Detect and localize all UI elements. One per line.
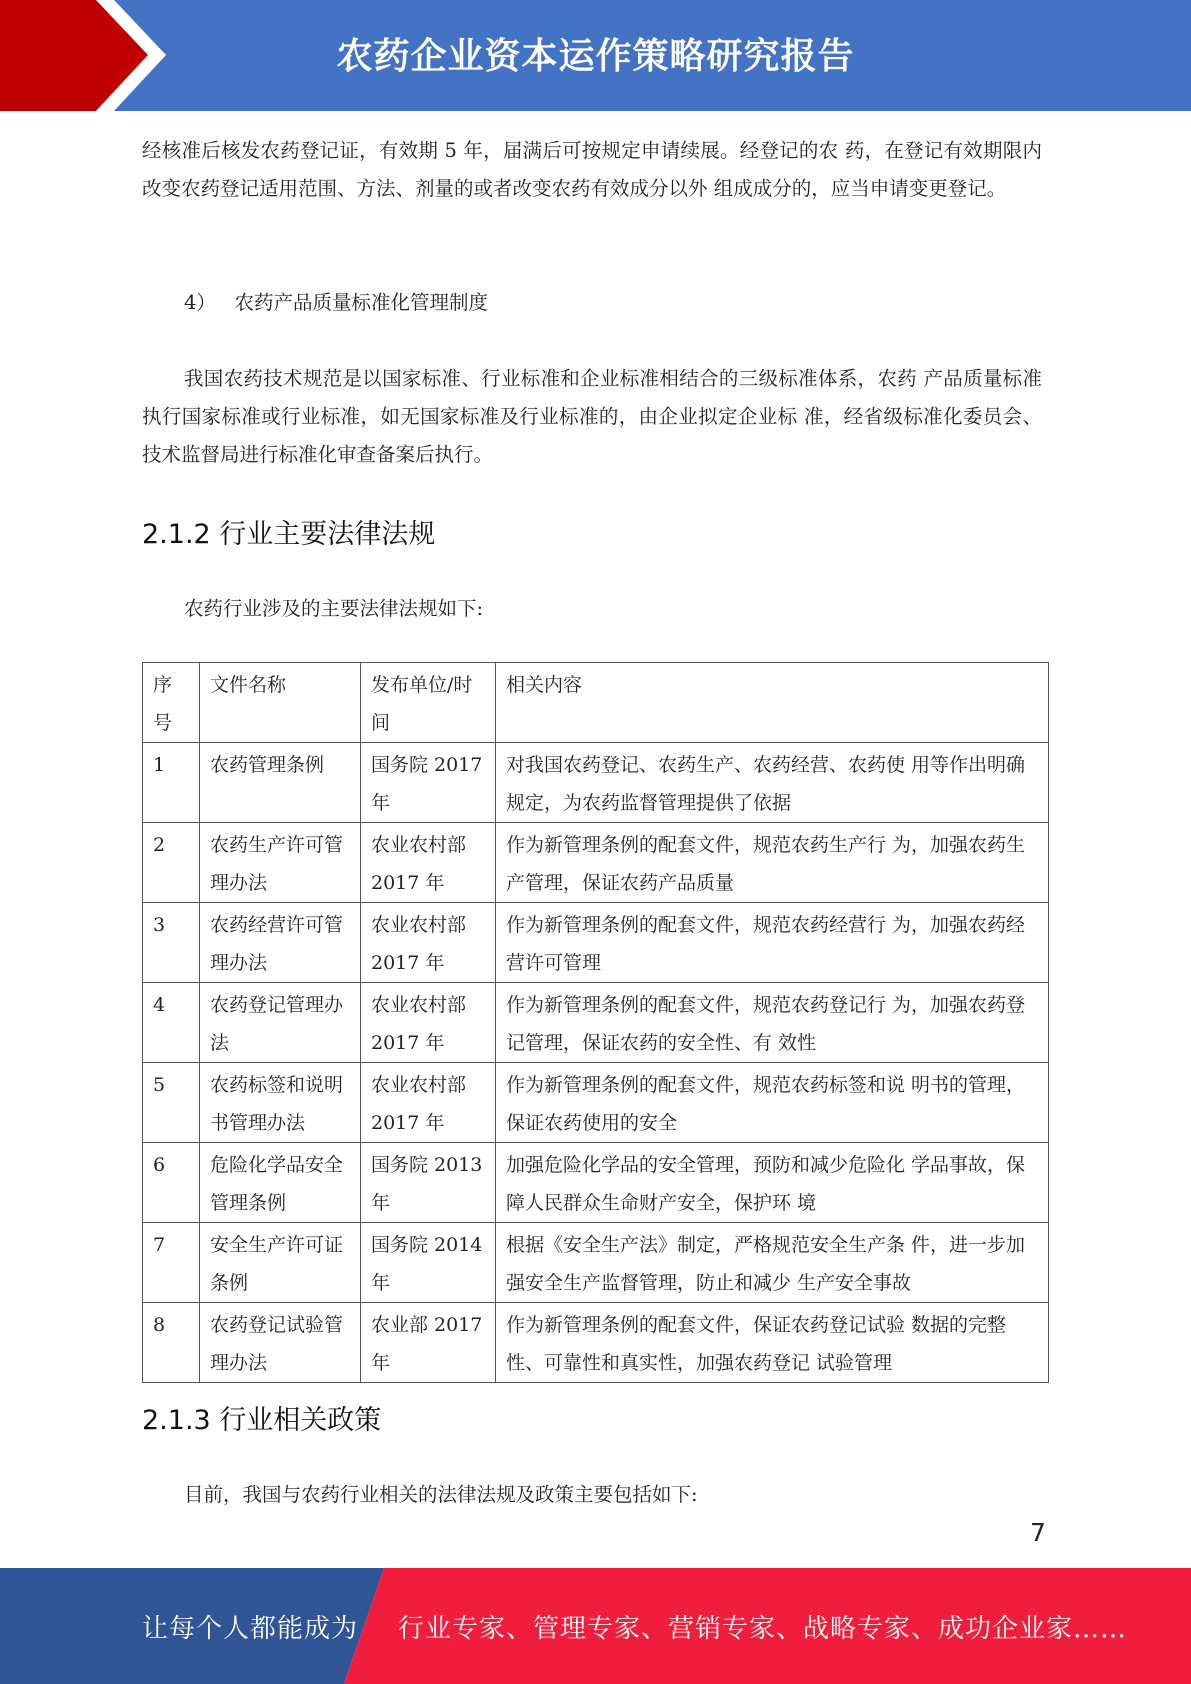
cell-name: 农药登记管理办法 xyxy=(200,983,361,1063)
cell-issuer: 农业农村部 2017 年 xyxy=(361,983,496,1063)
cell-no: 2 xyxy=(143,823,200,903)
cell-no: 1 xyxy=(143,743,200,823)
cell-name: 安全生产许可证条例 xyxy=(200,1223,361,1303)
cell-name: 农药登记试验管理办法 xyxy=(200,1303,361,1383)
paragraph-registration: 经核准后核发农药登记证，有效期 5 年，届满后可按规定申请续展。经登记的农 药，在登记有效期限内改变农药登记适用范围、方法、剂量的或者改变农药有效成分以外 组成成分的，应当申请变更登记。 xyxy=(142,139,1042,200)
cell-no: 3 xyxy=(143,903,200,983)
cell-content: 作为新管理条例的配套文件，规范农药登记行 为，加强农药登记管理，保证农药的安全性、有 效性 xyxy=(496,983,1049,1063)
cell-no: 5 xyxy=(143,1063,200,1143)
policy-intro: 目前，我国与农药行业相关的法律法规及政策主要包括如下: xyxy=(184,1483,698,1506)
header-no: 序号 xyxy=(143,663,200,743)
laws-table xyxy=(142,662,1049,1383)
footer-slogan-right: 行业专家、管理专家、营销专家、战略专家、成功企业家…… xyxy=(398,1614,1128,1644)
cell-no: 8 xyxy=(143,1303,200,1383)
cell-issuer: 国务院 2017 年 xyxy=(361,743,496,823)
laws-intro: 农药行业涉及的主要法律法规如下: xyxy=(184,597,484,620)
table-row xyxy=(143,1063,1049,1143)
header-issuer: 发布单位/时间 xyxy=(361,663,496,743)
report-title: 农药企业资本运作策略研究报告 xyxy=(336,36,855,77)
cell-issuer: 国务院 2014 年 xyxy=(361,1223,496,1303)
table-row xyxy=(143,983,1049,1063)
cell-name: 农药生产许可管理办法 xyxy=(200,823,361,903)
cell-content: 作为新管理条例的配套文件，保证农药登记试验 数据的完整性、可靠性和真实性，加强农药登记 试验管理 xyxy=(496,1303,1049,1383)
cell-name: 农药管理条例 xyxy=(200,743,361,823)
section-heading-2-1-3: 2.1.3 行业相关政策 xyxy=(142,1405,382,1436)
header-content: 相关内容 xyxy=(496,663,1049,743)
table-header-row xyxy=(143,663,1049,743)
table-row xyxy=(143,743,1049,823)
cell-issuer: 农业农村部 2017 年 xyxy=(361,1063,496,1143)
cell-content: 作为新管理条例的配套文件，规范农药生产行 为，加强农药生产管理，保证农药产品质量 xyxy=(496,823,1049,903)
page-footer xyxy=(0,1568,1191,1684)
cell-no: 4 xyxy=(143,983,200,1063)
item-number: 4） xyxy=(184,291,216,314)
cell-content: 作为新管理条例的配套文件，规范农药经营行 为，加强农药经营许可管理 xyxy=(496,903,1049,983)
page-header xyxy=(0,0,1191,111)
table-row xyxy=(143,1303,1049,1383)
cell-content: 加强危险化学品的安全管理，预防和减少危险化 学品事故，保障人民群众生命财产安全，保护环 境 xyxy=(496,1143,1049,1223)
footer-slogan-left: 让每个人都能成为 xyxy=(142,1614,359,1644)
table-row xyxy=(143,1223,1049,1303)
table-row xyxy=(143,823,1049,903)
paragraph-standards: 我国农药技术规范是以国家标准、行业标准和企业标准相结合的三级标准体系，农药 产品质量标准执行国家标准或行业标准，如无国家标准及行业标准的，由企业拟定企业标 准，经省级标准化委员会、技术监督局进行标准化审查备案后执行。 xyxy=(142,367,1042,466)
page-number: 7 xyxy=(1030,1518,1046,1547)
cell-name: 危险化学品安全管理条例 xyxy=(200,1143,361,1223)
item-title: 农药产品质量标准化管理制度 xyxy=(234,291,489,314)
header-name: 文件名称 xyxy=(200,663,361,743)
cell-issuer: 农业农村部 2017 年 xyxy=(361,823,496,903)
cell-issuer: 农业部 2017 年 xyxy=(361,1303,496,1383)
cell-issuer: 农业农村部 2017 年 xyxy=(361,903,496,983)
cell-content: 作为新管理条例的配套文件，规范农药标签和说 明书的管理，保证农药使用的安全 xyxy=(496,1063,1049,1143)
table-row xyxy=(143,903,1049,983)
subsection-item-4 xyxy=(184,284,488,322)
cell-issuer: 国务院 2013 年 xyxy=(361,1143,496,1223)
cell-no: 7 xyxy=(143,1223,200,1303)
cell-content: 对我国农药登记、农药生产、农药经营、农药使 用等作出明确规定，为农药监督管理提供了依据 xyxy=(496,743,1049,823)
cell-name: 农药经营许可管理办法 xyxy=(200,903,361,983)
section-heading-2-1-2: 2.1.2 行业主要法律法规 xyxy=(142,519,436,550)
table-row xyxy=(143,1143,1049,1223)
cell-name: 农药标签和说明书管理办法 xyxy=(200,1063,361,1143)
cell-content: 根据《安全生产法》制定，严格规范安全生产条 件，进一步加强安全生产监督管理，防止和减少 生产安全事故 xyxy=(496,1223,1049,1303)
cell-no: 6 xyxy=(143,1143,200,1223)
